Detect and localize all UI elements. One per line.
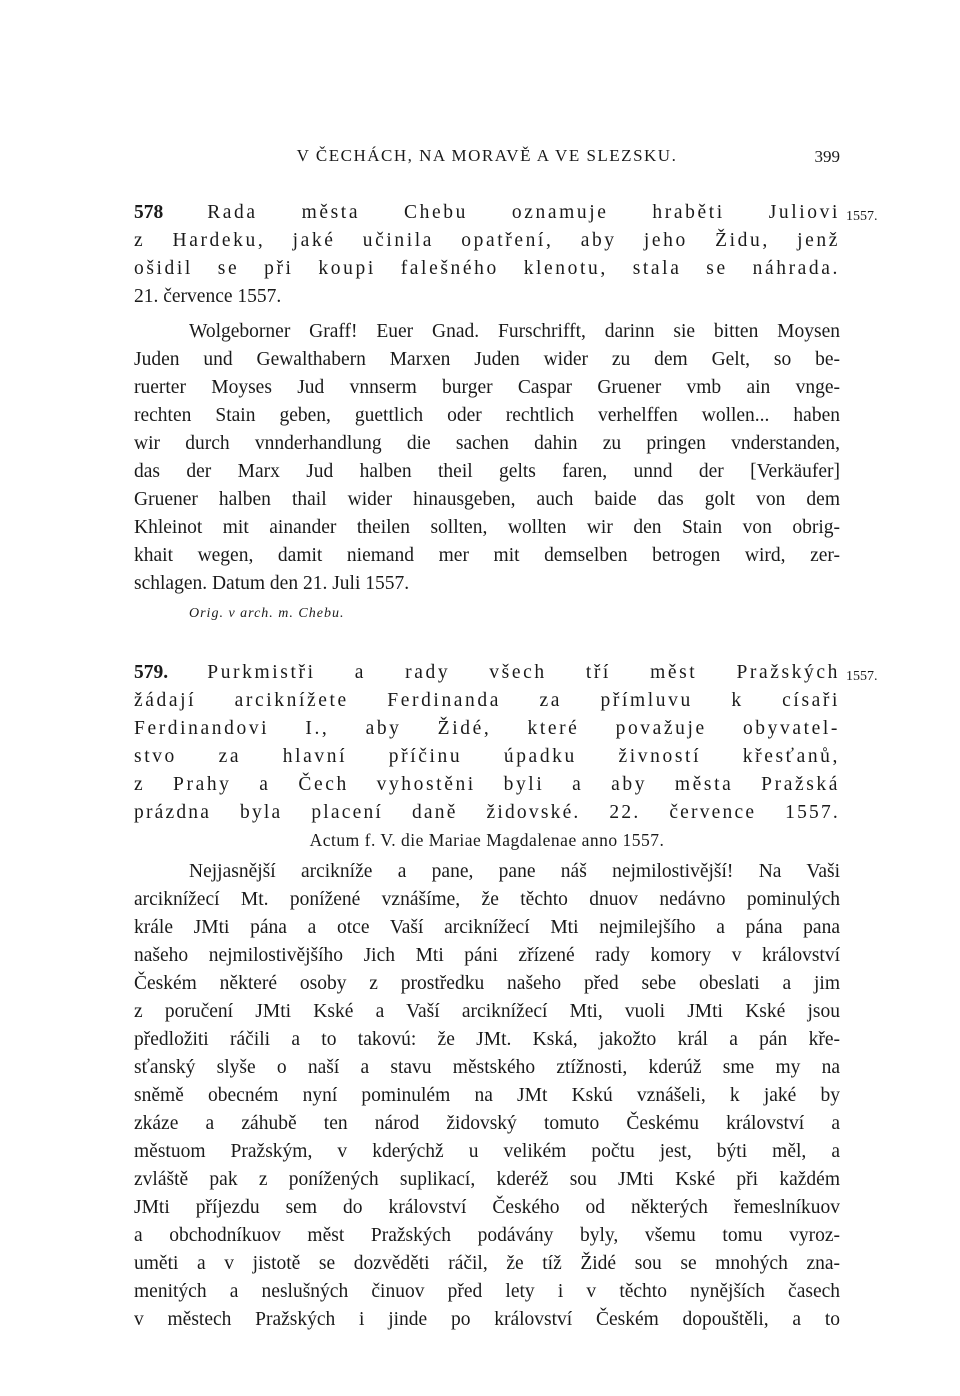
- body-line: Českém některé osoby z prostředku našeho před sebe obeslati a jim: [134, 973, 840, 994]
- body-line: schlagen. Datum den 21. Juli 1557.: [134, 573, 410, 594]
- body-line: Wolgeborner Graff! Euer Gnad. Furschrifft, darinn sie bitten Moysen: [189, 321, 840, 342]
- body-line: sťanský slyše o naší a stavu městského ztížnosti, kderúž sme my na: [134, 1057, 840, 1078]
- body-line: JMti příjezdu sem do království Českého od některých řemeslníkuov: [134, 1197, 840, 1218]
- body-line: předložiti ráčili a to takovú: že JMt. Kská, jakožto král a pán kře-: [134, 1029, 840, 1050]
- body-line: z poručení JMti Kské a Vaší arciknížecí Mti, vuoli JMti Kské jsou: [134, 1001, 840, 1022]
- body-line: das der Marx Jud halben theil gelts faren, unnd der [Verkäufer]: [134, 461, 840, 482]
- entry-number: 579.: [134, 662, 169, 683]
- body-line: a obchodníkuov měst Pražských podávány byly, všemu tomu vyroz-: [134, 1225, 840, 1246]
- entry-heading-line: stvo za hlavní příčinu úpadku živností křesťanů,: [134, 746, 840, 767]
- body-line: ruerter Moyses Jud vnnserm burger Caspar Gruener vmb ain vnge-: [134, 377, 840, 398]
- body-line: khait wegen, damit niemand mer mit demselben betrogen wird, zer-: [134, 545, 840, 566]
- entry-number: 578: [134, 202, 164, 223]
- page-number: 399: [814, 147, 840, 166]
- body-line: Khleinot mit ainander theilen sollten, wollten wir den Stain von obrig-: [134, 517, 840, 538]
- entry-heading-line: 21. července 1557.: [134, 286, 282, 307]
- running-head: V ČECHÁCH, NA MORAVĚ A VE SLEZSKU.: [296, 146, 678, 165]
- body-line: krále JMti pána a otce Vaší arciknížecí Mti nejmilejšího a pána pana: [134, 917, 840, 938]
- entry-heading-line: z Hardeku, jaké učinila opatření, aby jeho Židu, jenž: [134, 230, 840, 251]
- body-line: zvláště pak z ponížených suplikací, kderéž sou JMti Kské při každém: [134, 1169, 840, 1190]
- body-line: wir durch vnnderhandlung die sachen dahin zu pringen vnderstanden,: [134, 433, 840, 454]
- entry-heading-line: Ferdinandovi I., aby Židé, které považuje obyvatel-: [134, 718, 840, 739]
- body-line: městuom Pražským, v kderýchž u velikém počtu jest, býti měl, a: [134, 1141, 840, 1162]
- entry-heading-text: Purkmistři a rady všech tří měst Pražských: [168, 662, 840, 683]
- body-line: Gruener halben thail wider hinausgeben, auch baide das golt von dem: [134, 489, 840, 510]
- source-note: Orig. v arch. m. Chebu.: [189, 606, 345, 621]
- dateline: Actum f. V. die Mariae Magdalenae anno 1557.: [309, 830, 665, 850]
- margin-year: 1557.: [846, 669, 878, 684]
- body-line: našeho nejmilostivějšího Jich Mti páni zřízené rady komory v království: [134, 945, 840, 966]
- body-line: zkáze a záhubě ten národ židovský tomuto Českému království a: [134, 1113, 840, 1134]
- entry-heading-line: [134, 659, 840, 687]
- entry-heading-line: ošidil se při koupi falešného klenotu, stala se náhrada.: [134, 258, 840, 279]
- body-line: arciknížecí Mt. ponížené vznášíme, že těchto dnuov nedávno pominulých: [134, 889, 840, 910]
- entry-heading-line: z Prahy a Čech vyhostěni byli a aby města Pražská: [134, 774, 840, 795]
- body-line: rechten Stain geben, guettlich oder rechtlich verhelffen wollen... haben: [134, 405, 840, 426]
- body-line: Nejjasnější arcikníže a pane, pane náš nejmilostivější! Na Vaši: [189, 861, 840, 882]
- body-line: menitých a neslušných činuov před lety i v těchto nynějších časech: [134, 1281, 840, 1302]
- margin-year: 1557.: [846, 209, 878, 224]
- entry-heading-line: [134, 199, 840, 227]
- entry-heading-text: Rada města Chebu oznamuje hraběti Juliovi: [163, 202, 840, 223]
- body-line: v městech Pražských i jinde po království Českém dopouštěli, a to: [134, 1309, 840, 1330]
- entry-heading-line: žádají arciknížete Ferdinanda za přímluvu k císaři: [134, 690, 840, 711]
- body-line: sněmě obecném nyní pominulém na JMt Kskú vznášeli, k jaké by: [134, 1085, 840, 1106]
- entry-heading-line: prázdna byla placení daně židovské. 22. července 1557.: [134, 802, 840, 823]
- body-line: Juden und Gewalthabern Marxen Juden wider zu dem Gelt, so be-: [134, 349, 840, 370]
- body-line: uměti a v jistotě se dozvěděti ráčil, že tíž Židé sou se mnohých zna-: [134, 1253, 840, 1274]
- page-header: [134, 146, 840, 172]
